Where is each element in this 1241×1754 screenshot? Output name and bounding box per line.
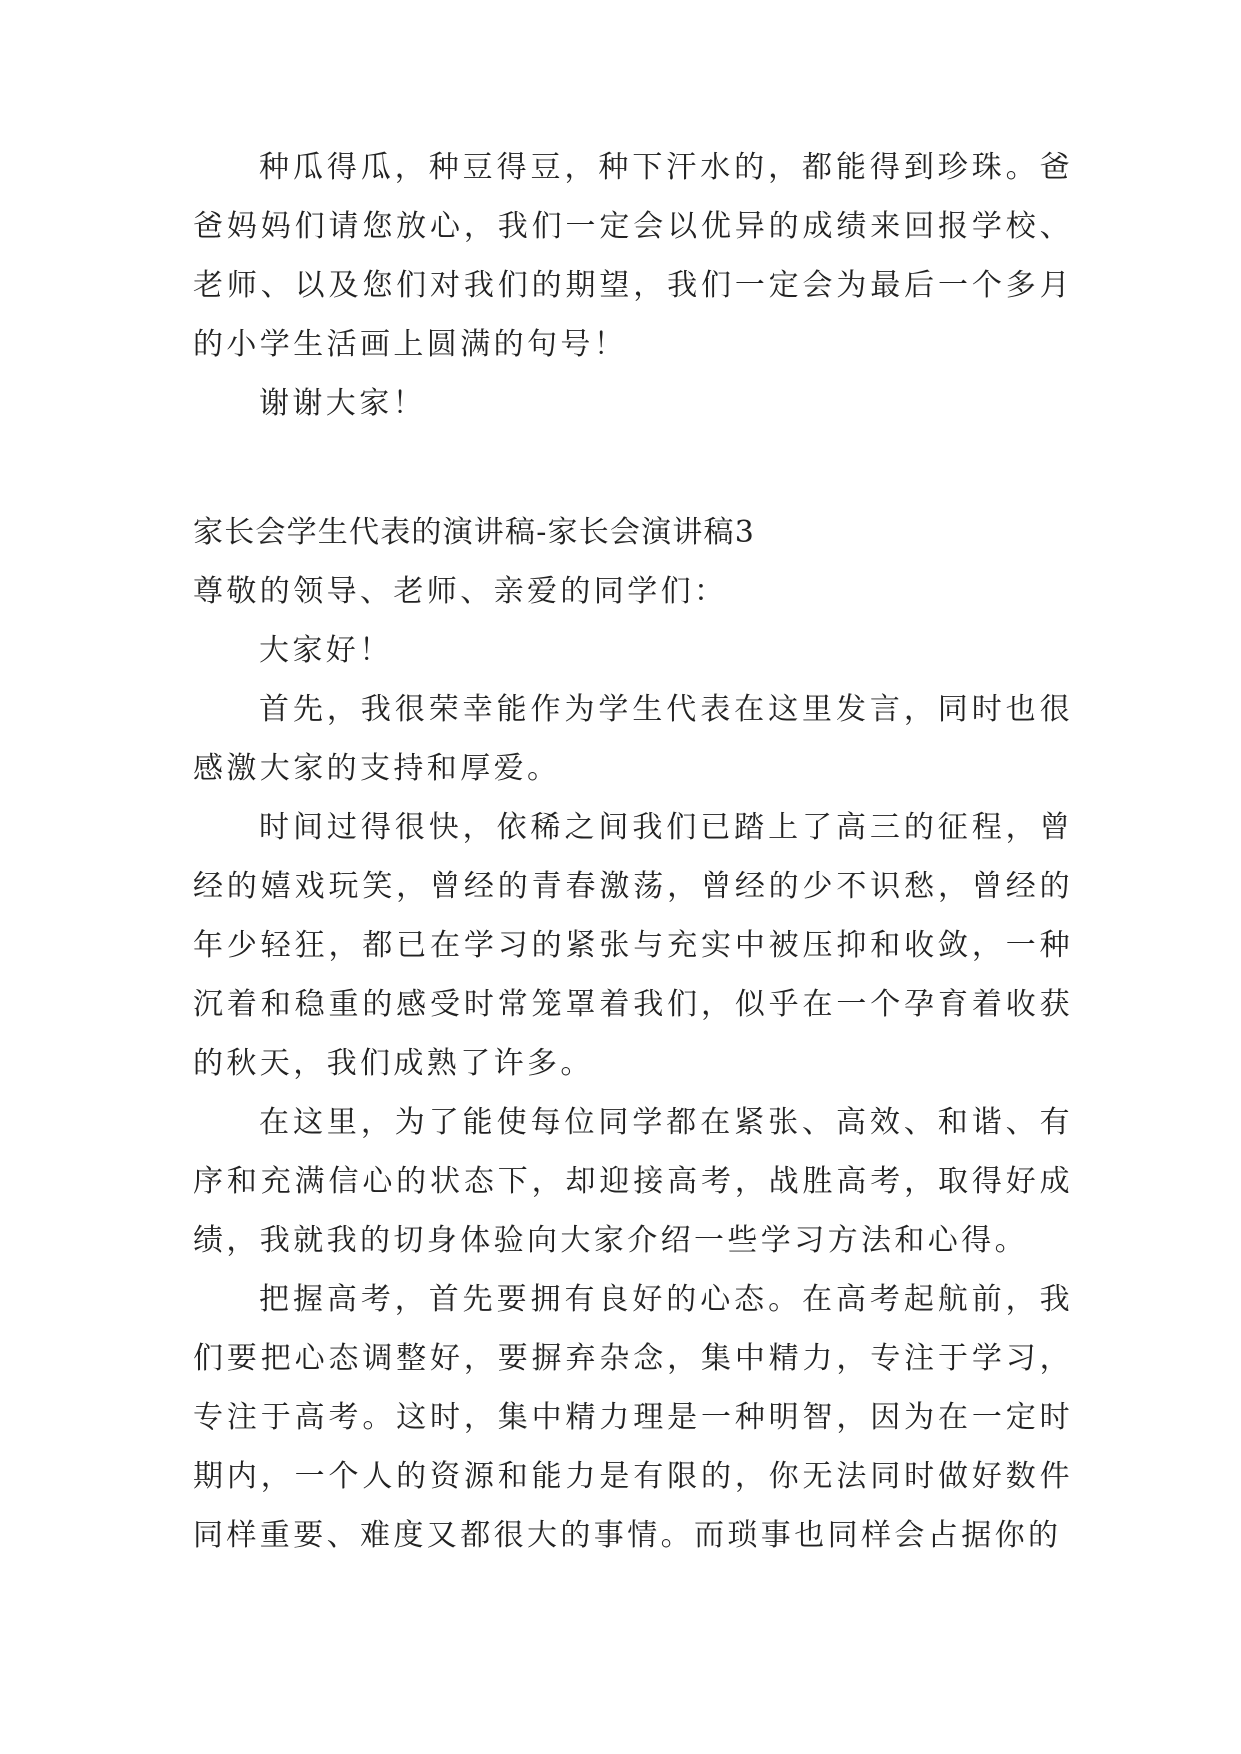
- salutation: 尊敬的领导、老师、亲爱的同学们：: [193, 574, 728, 609]
- paragraph: 种瓜得瓜，种豆得豆，种下汗水的，都能得到珍珠。爸爸妈妈们请您放心，我们一定会以优异的成绩来回报学校、老师、以及您们对我们的期望，我们一定会为最后一个多月的小学生活画上圆满的句号！: [193, 150, 1073, 362]
- paragraph: 大家好！: [259, 633, 393, 668]
- speech-body-block: [193, 621, 1073, 1565]
- paragraph: 时间过得很快，依稀之间我们已踏上了高三的征程，曾经的嬉戏玩笑，曾经的青春激荡，曾经的少不识愁，曾经的年少轻狂，都已在学习的紧张与充实中被压抑和收敛，一种沉着和稳重的感受时常笼罩着我们，似乎在一个孕育着收获的秋天，我们成熟了许多。: [193, 810, 1073, 1081]
- section-title: 家长会学生代表的演讲稿-家长会演讲稿3: [193, 515, 756, 550]
- paragraph: 在这里，为了能使每位同学都在紧张、高效、和谐、有序和充满信心的状态下，却迎接高考，战胜高考，取得好成绩，我就我的切身体验向大家介绍一些学习方法和心得。: [193, 1105, 1073, 1258]
- paragraph: 把握高考，首先要拥有良好的心态。在高考起航前，我们要把心态调整好，要摒弃杂念，集中精力，专注于学习，专注于高考。这时，集中精力理是一种明智，因为在一定时期内，一个人的资源和能力是有限的，你无法同时做好数件同样重要、难度又都很大的事情。而琐事也同样会占据你的: [193, 1282, 1073, 1553]
- paragraph: 谢谢大家！: [259, 386, 426, 421]
- paragraph: 首先，我很荣幸能作为学生代表在这里发言，同时也很感激大家的支持和厚爱。: [193, 692, 1073, 786]
- speech-ending-block: [193, 138, 1073, 433]
